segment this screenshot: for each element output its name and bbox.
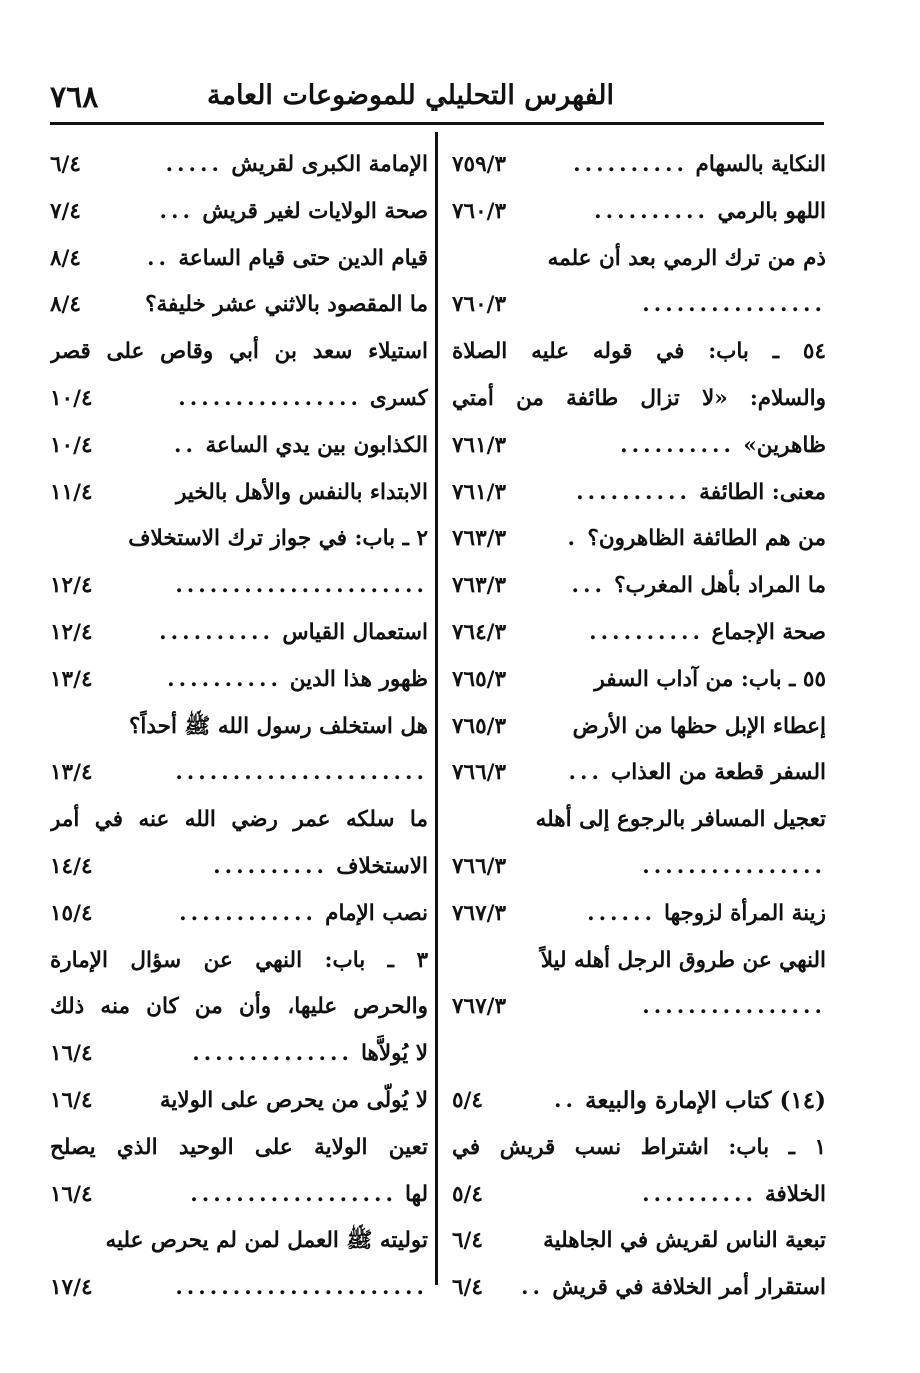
- index-entry: [50, 1218, 428, 1265]
- index-entry: [50, 329, 428, 376]
- page-reference: ٧٦٦/٣: [452, 750, 510, 797]
- page-reference: ٧٦٣/٣: [452, 516, 510, 563]
- entry-text: توليته ﷺ العمل لمن لم يحرص عليه: [105, 1228, 428, 1254]
- leader-dots: ..: [521, 1275, 544, 1301]
- index-entry: [452, 516, 826, 563]
- entry-text: ٥٤ ـ باب: في قوله عليه الصلاة: [452, 339, 826, 365]
- running-header: [50, 78, 824, 125]
- page-reference: ٧٦٦/٣: [452, 844, 510, 891]
- page-reference: ٧٦٥/٣: [452, 657, 510, 704]
- entry-text: الخلافة: [764, 1181, 826, 1207]
- index-entry: [50, 797, 428, 844]
- entry-text: إعطاء الإبل حظها من الأرض: [572, 713, 826, 739]
- page-reference: ٨/٤: [50, 282, 85, 329]
- index-entry: [50, 1031, 428, 1078]
- entry-text: ذم من ترك الرمي بعد أن علمه: [547, 245, 826, 271]
- index-entry: [50, 563, 428, 610]
- entry-text: ٥٥ ـ باب: من آداب السفر: [594, 666, 826, 692]
- page-reference: ٧٦٤/٣: [452, 610, 510, 657]
- index-entry: [50, 1125, 428, 1172]
- index-entry: [452, 750, 826, 797]
- index-entry: [50, 750, 428, 797]
- leader-dots: ..: [147, 245, 170, 271]
- page-reference: ٧٦٣/٣: [452, 563, 510, 610]
- page-reference: ١٤/٤: [50, 844, 97, 891]
- entry-text: النهي عن طروق الرجل أهله ليلاً: [540, 947, 826, 973]
- index-entry: [452, 938, 826, 985]
- index-entry: [452, 657, 826, 704]
- page-reference: ٧٦٥/٣: [452, 704, 510, 751]
- entry-text: ما سلكه عمر رضي الله عنه في أمر: [50, 807, 428, 833]
- leader-dots: ..........: [576, 479, 691, 505]
- entry-text: من هم الطائفة الظاهرون؟: [587, 526, 826, 552]
- leader-dots: ..............: [192, 1041, 353, 1067]
- index-entry: [452, 236, 826, 283]
- page-reference: ٥/٤: [452, 1172, 487, 1219]
- index-entry: [50, 142, 428, 189]
- leader-dots: ......................: [175, 573, 428, 599]
- index-entry: [452, 1031, 826, 1078]
- page-reference: ١٠/٤: [50, 376, 97, 423]
- index-entry: [50, 470, 428, 517]
- entry-text: نصب الإمام: [325, 900, 428, 926]
- index-entry: [50, 657, 428, 704]
- page-reference: ١٢/٤: [50, 610, 97, 657]
- left-column: [50, 142, 428, 1312]
- page-reference: ٧٥٩/٣: [452, 142, 510, 189]
- leader-dots: ..: [554, 1087, 577, 1113]
- entry-text: ظهور هذا الدين: [289, 666, 428, 692]
- page-reference: ٧٦٧/٣: [452, 984, 510, 1031]
- page-reference: ١٣/٤: [50, 657, 97, 704]
- index-entry: [452, 1078, 826, 1125]
- index-entry: [50, 938, 428, 985]
- entry-text: ٢ ـ باب: في جواز ترك الاستخلاف: [128, 526, 428, 552]
- entry-text: لا يُولّى من يحرص على الولاية: [159, 1087, 428, 1113]
- index-entry: [50, 984, 428, 1031]
- entry-text: النكاية بالسهام: [695, 152, 826, 177]
- entry-text: كسرى: [369, 385, 428, 411]
- leader-dots: ..: [174, 432, 197, 458]
- page-reference: ٧/٤: [50, 189, 85, 236]
- index-entry: [50, 844, 428, 891]
- leader-dots: ..................: [190, 1181, 397, 1207]
- page-reference: ١٣/٤: [50, 750, 97, 797]
- entry-text: اللهو بالرمي: [717, 198, 826, 224]
- page-reference: ١٦/٤: [50, 1031, 97, 1078]
- page-reference: ٦/٤: [50, 142, 85, 189]
- leader-dots: ..........: [167, 666, 282, 692]
- index-entry: [452, 844, 826, 891]
- right-column: [452, 142, 826, 1312]
- index-entry: [452, 1218, 826, 1265]
- page-reference: ١٠/٤: [50, 423, 97, 470]
- index-entry: [452, 1265, 826, 1312]
- leader-dots: ................: [178, 385, 362, 411]
- page-reference: ١٦/٤: [50, 1172, 97, 1219]
- entry-text: السفر قطعة من العذاب: [611, 760, 826, 786]
- index-entry: [50, 282, 428, 329]
- index-entry: [452, 704, 826, 751]
- index-entry: [50, 423, 428, 470]
- entry-text: استعمال القياس: [282, 619, 428, 645]
- index-entry: [452, 1125, 826, 1172]
- index-entry: [452, 282, 826, 329]
- page-reference: ٧٦٠/٣: [452, 282, 510, 329]
- page-reference: ١٥/٤: [50, 891, 97, 938]
- leader-dots: ..........: [594, 198, 709, 224]
- leader-dots: ......................: [175, 1275, 428, 1301]
- entry-text: (١٤) كتاب الإمارة والبيعة: [585, 1086, 826, 1114]
- page-reference: ٦/٤: [452, 1218, 487, 1265]
- entry-text: والحرص عليها، وأن من كان منه ذلك: [50, 994, 428, 1020]
- entry-text: تعجيل المسافر بالرجوع إلى أهله: [535, 807, 826, 833]
- index-entry: [452, 423, 826, 470]
- index-entry: [50, 1172, 428, 1219]
- index-entry: [50, 376, 428, 423]
- entry-text: استقرار أمر الخلافة في قريش: [552, 1275, 826, 1301]
- entry-text: صحة الإجماع: [711, 619, 826, 645]
- index-entry: [452, 376, 826, 423]
- leader-dots: ................: [642, 853, 826, 879]
- index-entry: [452, 610, 826, 657]
- page-number: ٧٦٨: [50, 80, 99, 115]
- index-entry: [452, 470, 826, 517]
- page-title: الفهرس التحليلي للموضوعات العامة: [207, 80, 614, 111]
- index-entry: [452, 891, 826, 938]
- entry-text: هل استخلف رسول الله ﷺ أحداً؟: [129, 713, 428, 739]
- index-entry: [50, 610, 428, 657]
- page-reference: ١٦/٤: [50, 1078, 97, 1125]
- index-entry: [452, 984, 826, 1031]
- index-entry: [452, 329, 826, 376]
- leader-dots: ................: [642, 292, 826, 318]
- index-entry: [452, 797, 826, 844]
- index-entry: [452, 563, 826, 610]
- leader-dots: ..........: [213, 853, 328, 879]
- page-reference: ٥/٤: [452, 1078, 487, 1125]
- column-divider: [435, 132, 438, 1285]
- entry-text: ظاهرين»: [743, 432, 826, 458]
- entry-text: تبعية الناس لقريش في الجاهلية: [543, 1228, 826, 1254]
- leader-dots: .....: [165, 152, 223, 177]
- page-reference: ٧٦٧/٣: [452, 891, 510, 938]
- entry-text: الكذابون بين يدي الساعة: [205, 432, 428, 458]
- leader-dots: ......................: [175, 760, 428, 786]
- entry-text: لها: [404, 1181, 428, 1207]
- leader-dots: .: [567, 526, 579, 552]
- index-entry: [452, 1172, 826, 1219]
- leader-dots: ...: [571, 573, 606, 599]
- entry-text: ما المقصود بالاثني عشر خليفة؟: [145, 292, 428, 318]
- page-reference: ١٧/٤: [50, 1265, 97, 1312]
- index-entry: [50, 189, 428, 236]
- entry-text: ما المراد بأهل المغرب؟: [614, 573, 826, 599]
- leader-dots: ..........: [642, 1181, 757, 1207]
- entry-text: استيلاء سعد بن أبي وقاص على قصر: [50, 339, 428, 365]
- leader-dots: ......: [587, 900, 656, 926]
- page-reference: ٧٦١/٣: [452, 470, 510, 517]
- entry-text: ١ ـ باب: اشتراط نسب قريش في: [452, 1134, 826, 1160]
- page-reference: ٧٦٠/٣: [452, 189, 510, 236]
- entry-text: ٣ ـ باب: النهي عن سؤال الإمارة: [50, 947, 428, 973]
- index-entry: [50, 704, 428, 751]
- leader-dots: ..........: [620, 432, 735, 458]
- index-entry: [50, 1265, 428, 1312]
- leader-dots: ............: [179, 900, 317, 926]
- leader-dots: ................: [642, 994, 826, 1020]
- entry-text: الابتداء بالنفس والأهل بالخير: [176, 479, 428, 505]
- leader-dots: ...: [568, 760, 603, 786]
- entry-text: قيام الدين حتى قيام الساعة: [178, 245, 428, 271]
- leader-dots: ..........: [573, 152, 688, 177]
- page-reference: ٦/٤: [452, 1265, 487, 1312]
- index-entry: [452, 189, 826, 236]
- index-entry: [50, 236, 428, 283]
- page-reference: ١١/٤: [50, 470, 97, 517]
- index-entry: [50, 516, 428, 563]
- entry-text: الاستخلاف: [336, 853, 428, 879]
- entry-text: تعين الولاية على الوحيد الذي يصلح: [50, 1134, 428, 1160]
- entry-text: معنى: الطائفة: [699, 479, 826, 505]
- entry-text: الإمامة الكبرى لقريش: [231, 152, 428, 177]
- entry-text: زينة المرأة لزوجها: [664, 900, 826, 926]
- entry-text: والسلام: «لا تزال طائفة من أمتي: [452, 385, 826, 411]
- leader-dots: ..........: [159, 619, 274, 645]
- entry-text: لا يُولاَّها: [361, 1041, 428, 1067]
- leader-dots: ..........: [589, 619, 704, 645]
- index-entry: [50, 891, 428, 938]
- page-reference: ٧٦١/٣: [452, 423, 510, 470]
- index-entry: [452, 142, 826, 189]
- index-entry: [50, 1078, 428, 1125]
- leader-dots: ...: [159, 198, 194, 224]
- page-reference: ٨/٤: [50, 236, 85, 283]
- entry-text: صحة الولايات لغير قريش: [202, 198, 428, 224]
- page-reference: ١٢/٤: [50, 563, 97, 610]
